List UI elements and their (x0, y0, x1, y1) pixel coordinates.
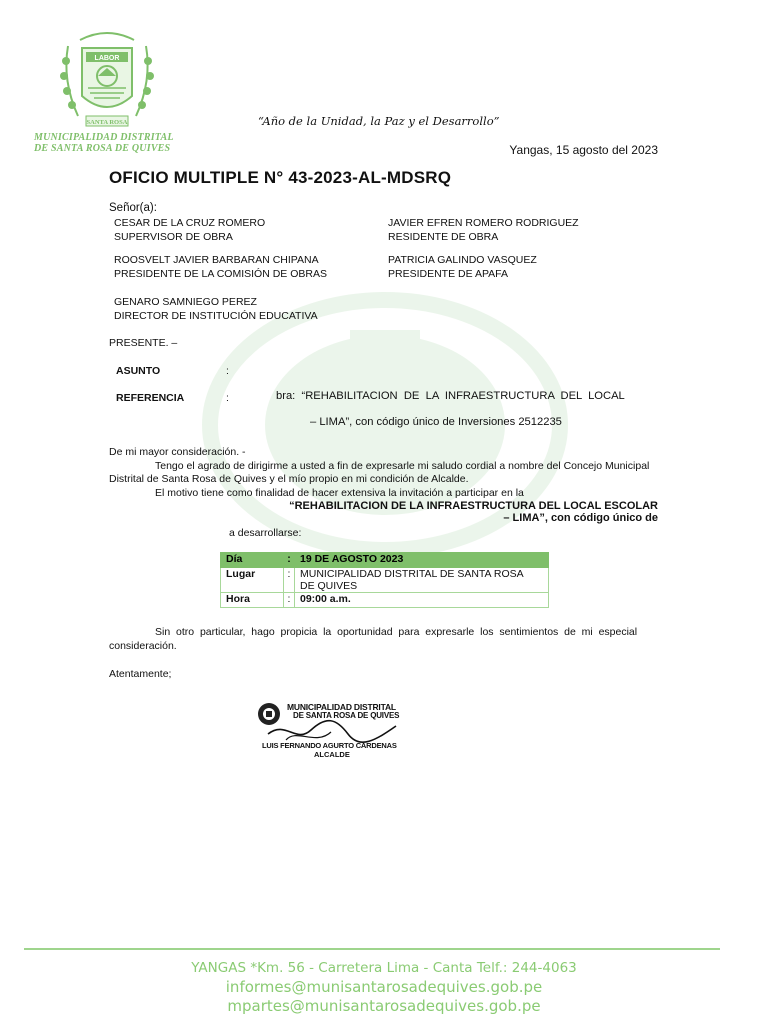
footer-address: YANGAS *Km. 56 - Carretera Lima - Canta Telf.: 244-4063 (191, 960, 577, 976)
logo-bottom-text: SANTA ROSA (86, 119, 128, 126)
municipality-name (34, 132, 184, 154)
recipient-name: PATRICIA GALINDO VASQUEZ (388, 254, 537, 266)
paragraph1-line2: Distrital de Santa Rosa de Quives y el mío propio en mi condición de Alcalde. (109, 473, 469, 485)
footer-email-informes: informes@munisantarosadequives.gob.pe (225, 978, 543, 996)
event-place-value (295, 568, 549, 593)
event-time-label: Hora (221, 593, 284, 608)
logo-top-text: LABOR (94, 55, 120, 62)
document-title: OFICIO MULTIPLE N° 43-2023-AL-MDSRQ (109, 168, 452, 187)
event-separator: : (284, 553, 295, 568)
paragraph2-line1: El motivo tiene como finalidad de hacer extensiva la invitación a participar en la (155, 487, 524, 499)
referencia-label: REFERENCIA (116, 392, 185, 404)
signoff: Atentamente; (109, 668, 172, 680)
year-motto: “Año de la Unidad, la Paz y el Desarrollo” (258, 114, 500, 128)
municipal-crest-logo (58, 26, 156, 134)
presente-line: PRESENTE. – (109, 337, 178, 349)
greeting: De mi mayor consideración. - (109, 446, 246, 458)
closing-line1: Sin otro particular, hago propicia la oportunidad para expresarle los sentimientos de mi especial (155, 626, 638, 638)
recipient-name: ROOSVELT JAVIER BARBARAN CHIPANA (114, 254, 319, 266)
paragraph2-line3: a desarrollarse: (229, 527, 302, 539)
recipient-2 (388, 216, 579, 244)
recipient-name: GENARO SAMNIEGO PEREZ (114, 296, 257, 308)
salutation: Señor(a): (109, 202, 157, 214)
project-name-line1: “REHABILITACION DE LA INFRAESTRUCTURA DEL LOCAL ESCOLAR (289, 500, 658, 512)
recipient-5 (114, 295, 318, 323)
event-place-line2: DE QUIVES (300, 580, 358, 592)
footer-divider (24, 948, 720, 950)
event-separator: : (284, 568, 295, 593)
paragraph1-line1: Tengo el agrado de dirigirme a usted a fin de expresarle mi saludo cordial a nombre del Concejo Municipal (155, 460, 650, 472)
event-row-place (221, 568, 549, 593)
event-row-day (221, 553, 549, 568)
recipient-role: SUPERVISOR DE OBRA (114, 231, 233, 243)
footer-email-mpartes: mpartes@munisantarosadequives.gob.pe (227, 997, 541, 1015)
event-details-table (220, 552, 549, 608)
municipality-name-line2: DE SANTA ROSA DE QUIVES (34, 143, 171, 154)
recipient-role: PRESIDENTE DE APAFA (388, 268, 509, 280)
recipient-name: JAVIER EFREN ROMERO RODRIGUEZ (388, 217, 579, 229)
referencia-separator: : (226, 392, 229, 404)
recipient-name: CESAR DE LA CRUZ ROMERO (114, 217, 266, 229)
referencia-line2: – LIMA”, con código único de Inversiones 2512235 (310, 416, 562, 428)
event-day-value: 19 DE AGOSTO 2023 (295, 553, 549, 568)
project-name-bold (289, 500, 658, 524)
stamp-seal-icon (258, 703, 280, 725)
recipient-role: RESIDENTE DE OBRA (388, 231, 499, 243)
document-date: Yangas, 15 agosto del 2023 (509, 143, 658, 157)
event-separator: : (284, 593, 295, 608)
event-day-label: Día (221, 553, 284, 568)
referencia-line1: bra: “REHABILITACION DE LA INFRAESTRUCTURA DEL LOCAL (276, 390, 625, 402)
event-place-label: Lugar (221, 568, 284, 593)
recipient-4 (388, 253, 537, 281)
project-name-line2: – LIMA”, con código único de (503, 512, 658, 524)
recipient-role: DIRECTOR DE INSTITUCIÓN EDUCATIVA (114, 310, 318, 322)
municipality-name-line1: MUNICIPALIDAD DISTRITAL (34, 132, 174, 143)
stamp-signer-title: ALCALDE (314, 750, 350, 759)
recipient-role: PRESIDENTE DE LA COMISIÓN DE OBRAS (114, 268, 327, 280)
recipient-3 (114, 253, 327, 281)
asunto-separator: : (226, 365, 229, 377)
recipient-1 (114, 216, 265, 244)
stamp-line1: MUNICIPALIDAD DISTRITAL (287, 702, 396, 712)
event-time-value: 09:00 a.m. (295, 593, 549, 608)
event-row-time (221, 593, 549, 608)
event-place-line1: MUNICIPALIDAD DISTRITAL DE SANTA ROSA (300, 568, 524, 580)
asunto-label: ASUNTO (116, 365, 161, 377)
closing-line2: consideración. (109, 640, 177, 652)
stamp-signer: LUIS FERNANDO AGURTO CARDENAS (262, 741, 397, 750)
stamp-line2: DE SANTA ROSA DE QUIVES (293, 711, 400, 720)
